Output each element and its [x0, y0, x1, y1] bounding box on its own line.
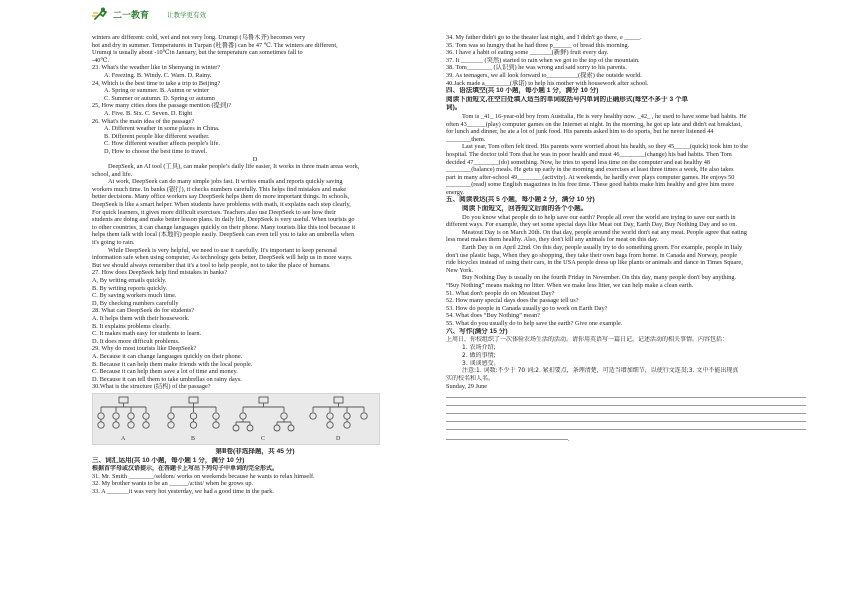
question-23-options: A. Freezing. B. Windy. C. Warn. D. Rainy.: [104, 71, 212, 79]
answer-line[interactable]: [446, 397, 806, 398]
reading-question: 53. How do people in Canada usually go to work on Earth Day?: [446, 304, 608, 312]
section-d-heading: D: [252, 155, 258, 163]
writing-task-text: 上周日，你校组织了一次体验农场生活的活动。请你用英语写一篇日记，记述活动的相关事情。内容包括：: [446, 336, 729, 344]
section-five-title: 五、阅读表达(共 5 小题，每小题 2 分，满分 10 分): [446, 196, 595, 204]
passage-d-line: But we should always remember that it's a tool to help people, not to take the place of humans.: [92, 261, 331, 269]
writing-note: 注意:1. 词数:不少于 70 词;2. 紧扣要点，条理清楚，可适当增加细节，以使行文连贯;3. 文中不能出现真: [462, 367, 739, 375]
passage-d-line: workers much time. In banks (银行), it checks numbers carefully. This helps find mistakes and make: [92, 185, 347, 193]
question-26-option: C. How different weather affects people's life.: [104, 140, 220, 148]
question-25-stem: 25, How many cities does the passage mention (提到)?: [92, 102, 232, 110]
passage-d-line: students are doing and make better lesson plans. In daily life, DeepSeek is very useful. When tourists go: [92, 216, 355, 224]
vocab-question: 38. Tom________ (认识到) he was wrong and said sorry to his parents.: [446, 64, 627, 72]
section-five-instructions: 阅读下面短文，回答短文后面的各个小题。: [462, 205, 588, 213]
question-27-option: B. By writing reports quickly.: [92, 284, 168, 292]
question-28-option: B. It explains problems clearly.: [92, 322, 171, 330]
question-29-option: D. Because it can tell them to take umbrellas on rainy days.: [92, 375, 242, 383]
grammar-passage-line: part in many after-school 49________(activity). At weekends, he hardly ever plays computer games. He enjoys 50: [446, 173, 735, 181]
question-28-option: A. It helps them with their housework.: [92, 314, 190, 322]
writing-point: 3. 谈谈感受。: [462, 359, 500, 367]
brand-logo: [92, 7, 149, 21]
question-24-stem: 24, Which is the best time to take a trip to Beijing?: [92, 79, 221, 87]
reading-passage-line: ride bicycles instead of using their cars, in the USA people dress up like plants or animals and dance in Times Square,: [446, 259, 743, 267]
reading-passage-line: Meatout Day is on March 20th. On that day, people around the world don't eat any meat. People agree that eating: [462, 228, 747, 236]
reading-passage-line: Earth Day is on April 22nd. On this day, people usually try to do something green. For example, people in Italy: [462, 244, 743, 252]
figure-label-c: C: [261, 435, 266, 442]
answer-line[interactable]: [446, 405, 806, 406]
vocab-question: 34. My father didn't go to the theater last night, and I didn't go there, e _____.: [446, 34, 642, 41]
question-27-option: A, By writing emails quickly.: [92, 277, 167, 284]
question-29-option: B. Because it can help them make friends with the local people.: [92, 360, 253, 368]
question-25-options: A. Five. B. Six. C. Seven. D. Eight: [104, 109, 193, 117]
reading-passage-line: “Buy Nothing” means making no litter. When we make less litter, we can help make a clean earth.: [446, 282, 694, 289]
question-28-option: C. It makes math easy for students to learn.: [92, 330, 202, 338]
grammar-passage-line: ________(read) some English magazines in his free time. These good habits make him healthy and give him more: [446, 181, 735, 189]
vocab-question: 32. My brother wants to be an ______/a:tist/ when he grows up.: [92, 480, 254, 488]
question-26-option: D, How to choose the best time to travel.: [104, 147, 208, 155]
reading-question: 54. What does “Buy Nothing” mean?: [446, 312, 540, 320]
answer-line[interactable]: [446, 421, 806, 422]
left-column: [92, 34, 418, 496]
figure-label-a: A: [121, 435, 126, 442]
grammar-passage-line: energy.: [446, 188, 465, 196]
reading-passage-line: less meat makes them healthy. Also, they don't kill any animals for meat on this day.: [446, 236, 659, 244]
vocab-question: 39. As teenagers, we all look forward to__________(探索) the outside world.: [446, 71, 642, 79]
passage-d-line: to other countries, it can change languages quickly on their phone. Many tourists like this tool because it: [92, 223, 356, 231]
vocab-question: 33. A _______it was very hot yesterday, we had a good time in the park.: [92, 488, 274, 496]
section-three-title: 三、词汇运用(共 10 小题，每小题 1 分，满分 10 分): [92, 456, 245, 464]
question-27-stem: 27. How does DeepSeek help find mistakes in banks?: [92, 269, 228, 277]
passage-d-line: it's going to rain.: [92, 239, 135, 247]
answer-line[interactable]: [446, 413, 806, 414]
grammar-passage-line: Tom is _41_ 16-year-old boy from Australia, He is very healthy now. _42_ , he used to have some bad habits. He: [462, 112, 747, 120]
passage-c-line: -40℃.: [92, 56, 110, 64]
question-29-option: A. Because it can change languages quickly on their phone.: [92, 352, 243, 360]
reading-question: 51. What don't people do on Meatout Day?: [446, 289, 555, 297]
page-header: [92, 6, 206, 22]
vocab-question: 36. I have a habit of eating some _______(新鲜) fruit every day.: [446, 49, 609, 57]
question-24-options: A. Spring or summer. B. Autmn or winter: [104, 87, 209, 95]
structure-diagram-figure: [92, 393, 380, 445]
answer-lines: [446, 397, 806, 444]
reading-passage-line: different ways. For example, they set some special days like Meat out Day, Earth Day, Buy Nothing Day and so on.: [446, 221, 737, 229]
question-24-options: C. Summer or autumn. D. Spring or autumn: [104, 94, 215, 102]
grammar-passage-line: hospital. The doctor told Tom that he was in poor health and must 46________(change) his bad habits. Then Tom: [446, 150, 732, 158]
reading-passage-line: Do you know what people do to help save our earth? People all over the world are trying to save our earth in: [462, 213, 736, 221]
section-four-instructions: 阅读下面短文,在空白处填入适当的单词或括号内单词的正确形式(每空不多于 3 个单: [446, 95, 689, 103]
answer-line[interactable]: [446, 439, 568, 440]
passage-d-line: While DeepSeek is very helpful, we need to use it carefully. It's important to keep personal: [108, 246, 337, 254]
writing-point: 2. 做的事情;: [462, 351, 496, 359]
passage-c-line: hot and dry in summer. Temperatures in Turpan (吐鲁番) can be 47 ℃. The winters are different,: [92, 41, 338, 49]
right-column: [446, 34, 806, 443]
grammar-passage-line: ________them.: [446, 135, 486, 143]
section-four-instructions: 词)。: [446, 104, 462, 112]
writing-point: 1. 农场介绍;: [462, 343, 496, 351]
question-29-option: C. Because it can help them save a lot of time and money.: [92, 368, 238, 376]
reading-passage-line: Buy Nothing Day is usually on the fourth Friday in November. On this day, many people don't buy anything.: [462, 274, 737, 282]
passage-c-line: Urumqi is usually about -10℃in January, but the temperature can sometimes fall to: [92, 49, 303, 57]
answer-line[interactable]: [446, 429, 806, 430]
passage-d-line: information safe when using computer, As technology gets better, DeepSeek will help us in more ways.: [92, 254, 353, 262]
writing-note: 实的校名和人名。: [446, 375, 495, 383]
vocab-question: 31. Mr. Smith ________/seldom/ works on weekends because he wants to relax himself.: [92, 472, 315, 480]
passage-d-line: school, and life.: [92, 170, 133, 178]
passage-d-line: helps them talk with local (本地的) people easily. DeepSeek can even tell you to take an umbrella when: [92, 231, 355, 239]
brand-slogan: 让教学更有效: [167, 11, 207, 19]
reading-question: 55. What do you usually do to help save the earth? Give one example.: [446, 319, 623, 327]
grammar-passage-line: for lunch and dinner, he ate a lot of junk food. His parents asked him to do sports, but he never listened 44: [446, 128, 714, 136]
passage-d-line: DeepSeek, an AI tool (工具), can make people’s daily life easier, It works in three main areas work,: [108, 163, 360, 171]
question-26-stem: 26. What's the main idea of the passage?: [92, 117, 195, 125]
passage-d-line: For quick learners, it gives more difficult exercises. Teachers also use DeepSeek to see how their: [92, 208, 336, 216]
passage-d-line: At work, DeepSeek can do many simple jobs fast. It writes emails and reports quickly saving: [108, 178, 343, 186]
vocab-question: 37. It _______ (突然) started to rain when we got to the top of the mountain.: [446, 56, 640, 64]
brand-name: 二一教育: [113, 9, 150, 20]
reading-question: 52. How many special days does the passage tell us?: [446, 297, 579, 305]
diary-date: Sunday, 29 June: [446, 382, 488, 390]
reading-passage-line: don't use plastic bags, When they go shopping, they take their own bags from home. in Canada and Norway, people: [446, 251, 738, 259]
reading-passage-line: New York.: [446, 266, 474, 274]
question-27-option: D, By checking numbers carefully: [92, 299, 179, 307]
passage-c-line: winters are different: cold, wet and not very long. Urumqi (乌鲁木齐) becomes very: [92, 34, 306, 41]
question-30-stem: 30.What is the structure (结构) of the passage?: [92, 383, 211, 391]
answer-line-last: [446, 436, 806, 444]
grammar-passage-line: decided 47________(do) something. Now, he tries to spend less time on the computer and eat healthy 48: [446, 158, 711, 166]
grammar-passage-line: ________(balance) meals. He gets up early in the morning and exercises at least three times a week, He also takes: [446, 166, 734, 174]
section-four-title: 四、语法填空(共 10 小题，每小题 1 分，满分 10 分): [446, 87, 599, 95]
figure-label-b: B: [191, 435, 196, 442]
part-two-title: 第Ⅱ卷(非选择题，共 45 分): [215, 447, 295, 455]
question-29-stem: 29. Why do most tourists like DeepSeek?: [92, 345, 197, 353]
grammar-passage-line: often 43______(play) computer games on the Internet at night. In the morning, he got up late and didn't eat breakfast,: [446, 120, 742, 128]
question-23-stem: 23. What's the weather like in Shenyang in winter?: [92, 64, 221, 72]
passage-d-line: better decisions. Many office workers say DeepSeek helps them do more important things. In schools,: [92, 193, 350, 201]
section-six-title: 六、写作(满分 15 分): [446, 327, 508, 335]
question-26-option: B. Different people like different weather.: [104, 132, 210, 140]
question-26-option: A. Different weather in some places in China.: [104, 125, 220, 133]
passage-d-line: DeepSeek is like a smart helper. When students have problems with math, it explains each step clearly,: [92, 201, 351, 209]
question-27-option: C. By saving workers much time.: [92, 292, 177, 300]
vocab-question: 40.Jack made a________(承诺) to help his mother with housework after school.: [446, 79, 649, 87]
figure-label-d: D: [336, 435, 341, 442]
vocab-question: 35. Tom was so hungry that he had three p______ of bread this morning.: [446, 41, 630, 49]
question-28-stem: 28. What can DeepSeek do for students?: [92, 307, 195, 315]
section-three-instructions: 根据首字母或汉语提示，在答题卡上写出下列句子中单词的完全形式。: [92, 465, 279, 473]
end-period: .: [568, 435, 570, 443]
runner-logo-icon: [92, 7, 110, 21]
question-28-option: D. It does more difficult problems.: [92, 337, 180, 345]
grammar-passage-line: Last year, Tom often felt tired. His parents were worried about his health, so they 45_____(quick) took him to the: [462, 143, 748, 151]
